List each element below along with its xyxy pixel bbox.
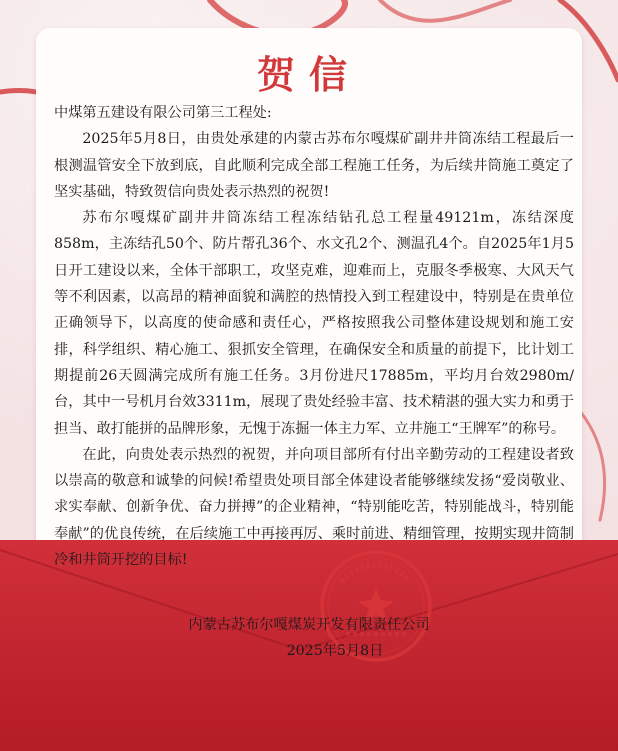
letter-body: [54, 100, 574, 573]
letter-title: 贺信: [256, 52, 361, 97]
signature-block: [0, 612, 618, 664]
salutation: 中煤第五建设有限公司第三工程处:: [54, 105, 272, 121]
paragraph-3: 在此，向贵处表示热烈的祝贺，并向项目部所有付出辛勤劳动的工程建设者致以崇高的敬意和诚挚的问候!希望贵处项目部全体建设者能够继续发扬“爱岗敬业、求实奉献、创新争优、奋力拼搏”的企业精神，“特别能吃苦，特别能战斗，特别能奉献”的优良传统，在后续施工中再接再厉、乘时前进、精细管理，按期实现井筒制冷和井筒开挖的目标!: [54, 446, 574, 569]
paragraph-2: 苏布尔嘎煤矿副井井筒冻结工程冻结钻孔总工程量49121m，冻结深度858m，主冻结孔50个、防片帮孔36个、水文孔2个、测温孔4个。自2025年1月5日开工建设以来，全体干部职工，攻坚克难，迎难而上，克服冬季极寒、大风天气等不利因素，以高昂的精神面貌和满腔的热情投入到工程建设中，特别是在贵单位正确领导下，以高度的使命感和责任心，严格按照我公司整体建设规划和施工安排，科学组织、精心施工、狠抓安全管理，在确保安全和质量的前提下，比计划工期提前26天圆满完成所有施工任务。3月份进尺17885m，平均月台效2980m/台，其中一号机月台效3311m，展现了贵处经验丰富、技术精湛的强大实力和勇于担当、敢打能拼的品牌形象，无愧于冻掘一体主力军、立井施工“王牌军”的称号。: [54, 210, 574, 437]
paragraph-1: 2025年5月8日，由贵处承建的内蒙古苏布尔嘎煤矿副井井筒冻结工程最后一根测温管安全下放到底，自此顺利完成全部工程施工任务，为后续井筒施工奠定了坚实基础，特致贺信向贵处表示热烈的祝贺!: [54, 131, 574, 200]
signature-organization: 内蒙古苏布尔嘎煤炭开发有限责任公司: [188, 617, 430, 633]
signature-date: 2025年5月8日: [286, 643, 384, 659]
